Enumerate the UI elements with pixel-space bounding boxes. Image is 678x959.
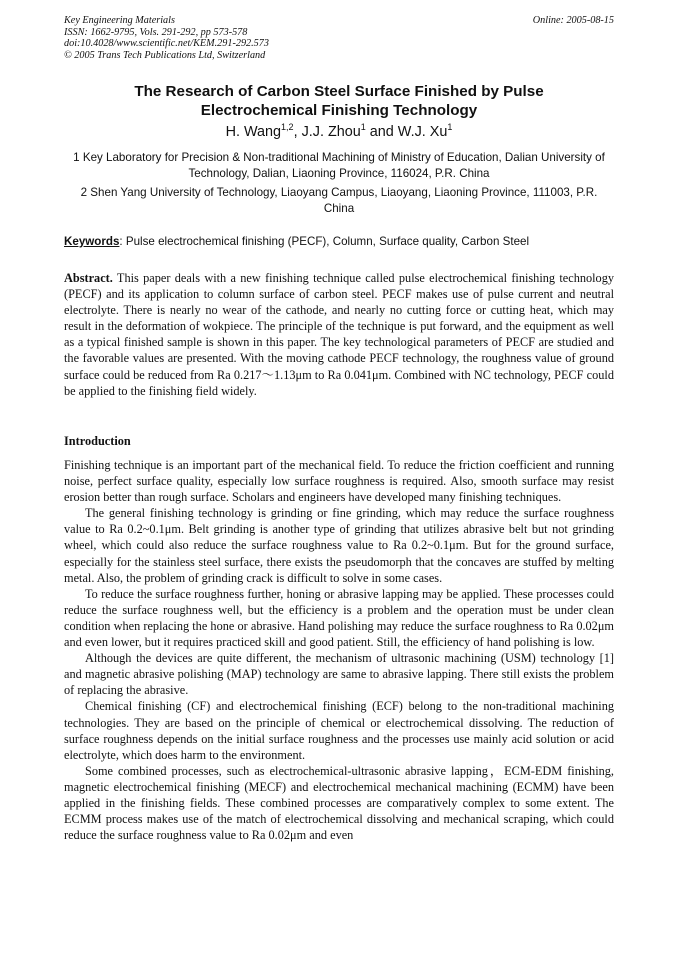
title-line-1: The Research of Carbon Steel Surface Finished by Pulse [134, 83, 544, 100]
body-paragraph: Chemical finishing (CF) and electrochemical finishing (ECF) belong to the non-traditional machining technologies. They are based on the principle of chemical or electrochemical dissolving. The reduction of surface roughness depends on the initial surface roughness and the processes use mainly acid solution or acid electrolyte, which does harm to the environment. [64, 699, 614, 762]
affiliation-2: 2 Shen Yang University of Technology, Liaoyang Campus, Liaoyang, Liaoning Province, 111003, P.R. China [80, 186, 598, 215]
author-name: J.J. Zhou [301, 124, 361, 140]
author-affiliation-mark: 1 [360, 122, 366, 132]
author-name: H. Wang [225, 124, 282, 140]
introduction-body [64, 457, 614, 843]
paper-title [64, 82, 614, 120]
keywords-colon: : [119, 235, 123, 248]
keywords-label: Keywords [64, 235, 120, 248]
keywords-line [64, 234, 614, 250]
body-paragraph: Finishing technique is an important part of the mechanical field. To reduce the friction coefficient and running noise, perfect surface quality, especially low surface roughness is required. Also, smooth surface may resist erosion better than rough surface. Scholars and engineers have developed many finishing techniques. [64, 458, 614, 505]
body-paragraph: To reduce the surface roughness further, honing or abrasive lapping may be applied. These processes could reduce the surface roughness well, but the efficiency is a problem and the operation must be under clean condition when replacing the hone or abrasive. Hand polishing may reduce the surface roughness to Ra 0.02μm and even lower, but it requires practiced skill and good patient. Still, the efficiency of hand polishing is low. [64, 586, 614, 650]
abstract-text: This paper deals with a new finishing technique called pulse electrochemical finishing technology (PECF) and its application to column surface of carbon steel. PECF makes use of pulse current and neutral electrolyte. There is nearly no wear of the cathode, and nearly no cutting force or cutting heat, which may result in the deformation of wokpiece. The principle of the technique is put forward, and the equipment as well as a typical finished sample is shown in this paper. The key technological parameters of PECF are studied and the favorable values are presented. With the moving cathode PECF technology, the roughness value of ground surface could be reduced from Ra 0.217～1.13μm to Ra 0.041μm. Combined with NC technology, PECF could be applied to the finishing field widely. [64, 271, 614, 398]
abstract-label: Abstract. [64, 271, 113, 285]
issn-line: ISSN: 1662-9795, Vols. 291-292, pp 573-578 [64, 26, 248, 38]
copyright-line: © 2005 Trans Tech Publications Ltd, Switzerland [64, 49, 266, 61]
title-line-2: Electrochemical Finishing Technology [200, 102, 478, 119]
author-name: W.J. Xu [397, 124, 448, 140]
section-heading-introduction: Introduction [64, 434, 131, 448]
body-paragraph: Some combined processes, such as electrochemical-ultrasonic abrasive lapping，ECM-EDM finishing, magnetic electrochemical finishing (MECF) and electrochemical mechanical machining (ECMM) have been applied in the finishing fields. These combined processes are comparatively complex to some extent. The ECMM process makes use of the match of electrochemical dissolving and mechanical scraping, which could reduce the surface roughness value to Ra 0.02μm and even [64, 763, 614, 843]
author-separator: and [365, 124, 398, 140]
body-paragraph: The general finishing technology is grinding or fine grinding, which may reduce the surface roughness value to Ra 0.2~0.1μm. Belt grinding is another type of grinding that utilizes abrasive belt but not grinding wheel, which could also reduce the surface roughness value to Ra 0.2~0.1μm. But for the ground surface, especially for the stainless steel surface, there exists the pseudomorph that the concaves are stuffed by melting metal. Also, the problem of grinding crack is difficult to solve in some cases. [64, 506, 614, 585]
keywords-text: Pulse electrochemical finishing (PECF), Column, Surface quality, Carbon Steel [122, 235, 530, 248]
affiliation-1: 1 Key Laboratory for Precision & Non-traditional Machining of Ministry of Education, Dalian University of Technology, Dalian, Liaoning Province, 116024, P.R. China [73, 151, 605, 180]
journal-name: Key Engineering Materials [64, 15, 175, 26]
author-separator: , [293, 124, 302, 140]
online-date: Online: 2005-08-15 [532, 15, 614, 26]
doi-line: doi:10.4028/www.scientific.net/KEM.291-292.573 [64, 38, 269, 49]
author-list [64, 122, 614, 142]
abstract-paragraph [64, 270, 614, 399]
author-affiliation-mark: 1 [447, 122, 453, 132]
author-affiliation-mark: 1,2 [281, 122, 294, 132]
journal-header [64, 15, 614, 61]
body-paragraph: Although the devices are quite different, the mechanism of ultrasonic machining (USM) technology [1] and magnetic abrasive polishing (MAP) technology are same to abrasive lapping. There still exists the problem of replacing the abrasive. [64, 651, 614, 698]
